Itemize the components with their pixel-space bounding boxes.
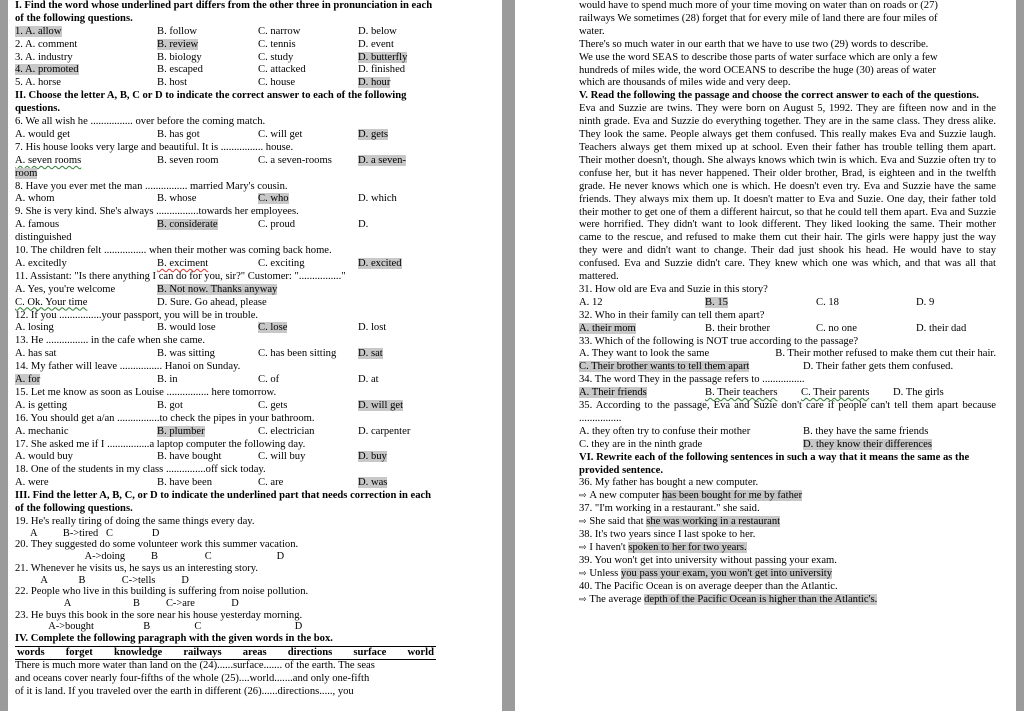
q35-stem: 35. According to the passage, Eva and Suzie don't care if people can't tell them apart because ................ <box>579 400 996 424</box>
q2-option-c: C. tennis <box>258 38 296 50</box>
q12-options: A. losing B. would lose C. lose D. lost <box>15 322 387 334</box>
q14-stem: 14. My father will leave ................ Hanoi on Sunday. <box>15 361 241 373</box>
q2-option-d: D. event <box>358 38 394 50</box>
q8-stem: 8. Have you ever met the man ................ married Mary's cousin. <box>15 180 288 192</box>
q1-option-c: C. narrow <box>258 25 301 37</box>
section-5-title: V. Read the following the passage and choose the correct answer to each of the questions. <box>579 90 979 102</box>
q4-option-c: C. attacked <box>258 64 306 76</box>
q23-stem: 23. He buys this book in the sore near his house yesterday morning. <box>15 609 303 621</box>
paragraph-line-10: which are thousands of miles wide and very deep. <box>579 77 791 89</box>
q22-labels: A B C->are D <box>15 598 239 610</box>
q10-stem: 10. The children felt ................ when their mother was coming back home. <box>15 245 332 257</box>
q32-options: A. their mom B. their brother C. no one D. their dad <box>579 322 967 334</box>
q2-option-a: 2. A. comment <box>15 38 78 50</box>
paragraph-line-5: railways We sometimes (28) forget that for every mile of land there are four miles of <box>579 12 938 24</box>
q3-option-a: 3. A. industry <box>15 51 73 63</box>
q12-stem: 12. If you ................your passport, you will be in trouble. <box>15 309 259 321</box>
q9-option-d-wrap: distinguished <box>15 232 72 244</box>
q23-labels: A->bought B C D <box>15 621 303 633</box>
q11-options-cd: C. Ok. Your time D. Sure. Go ahead, please <box>15 296 267 308</box>
section-3-title: III. Find the letter A, B, C, or D to indicate the underlined part that needs correction in each of the following questions. <box>15 490 432 515</box>
q2-option-b: B. review <box>157 38 199 50</box>
q5-option-a: 5. A. horse <box>15 77 61 89</box>
q19-stem: 19. He's really tiring of doing the same things every day. <box>15 515 255 527</box>
q17-options: A. would buy B. have bought C. will buy D. buy <box>15 451 387 463</box>
q37-answer: ⇨ She said that she was working in a restaurant <box>579 516 781 528</box>
q5-option-c: C. house <box>258 77 296 89</box>
q7-option-d-wrap: room <box>15 167 38 179</box>
q14-options: A. for B. in C. of D. at <box>15 374 379 386</box>
q6-options: A. would get B. has got C. will get D. gets <box>15 128 389 140</box>
q8-options: A. whom B. whose C. who D. which <box>15 193 397 205</box>
q11-options-ab: A. Yes, you're welcome B. Not now. Thanks anyway <box>15 283 278 295</box>
q5-option-b: B. host <box>157 77 188 89</box>
q9-options: A. famous B. considerate C. proud D. <box>15 219 369 231</box>
q18-stem: 18. One of the students in my class ...............off sick today. <box>15 464 266 476</box>
q38-answer: ⇨ I haven't spoken to her for two years. <box>579 541 747 553</box>
paragraph-line-3: of it is land. If you traveled over the earth in different (26)......directions....., you <box>15 685 354 697</box>
section-1-title: I. Find the word whose underlined part differs from the other three in pronunciation in each of the following questions. <box>15 0 433 24</box>
q31-stem: 31. How old are Eva and Suzie in this story? <box>579 283 768 295</box>
q5-option-d: D. hour <box>358 77 391 89</box>
paragraph-line-9: hundreds of miles wide, the word OCEANS to describe the huge (30) areas of water <box>579 64 936 76</box>
word-box: words forget knowledge railways areas directions surface world <box>15 646 436 660</box>
q4-option-b: B. escaped <box>157 64 203 76</box>
q10-options: A. excitedly B. exciment C. exciting D. excited <box>15 257 402 269</box>
q7-stem: 7. His house looks very large and beautiful. It is ................ house. <box>15 141 294 153</box>
question-2 <box>15 39 436 52</box>
q22-stem: 22. People who live in this building is suffering from noise pollution. <box>15 586 309 598</box>
q1-option-d: D. below <box>358 25 397 37</box>
q36-answer: ⇨ A new computer has been bought for me by father <box>579 490 803 502</box>
q1-option-b: B. follow <box>157 25 198 37</box>
q21-labels: A B C->tells D <box>15 574 189 586</box>
q13-options: A. has sat B. was sitting C. has been sitting D. sat <box>15 348 383 360</box>
arrow-icon: ⇨ <box>579 542 590 553</box>
q17-stem: 17. She asked me if I ................a laptop computer the following day. <box>15 438 306 450</box>
q35-options-cd: C. they are in the ninth grade D. they know their differences <box>579 438 932 450</box>
q6-stem: 6. We all wish he ................ over before the coming match. <box>15 116 266 128</box>
q34-stem: 34. The word They in the passage refers to ................ <box>579 374 805 386</box>
q1-option-a: 1. A. allow <box>15 25 62 37</box>
paragraph-line-4: would have to spend much more of your time moving on water than on roads or (27) <box>579 0 938 11</box>
paragraph-line-1: There is much more water than land on the (24)......surface....... of the earth. The seas <box>15 659 375 671</box>
section-2-title: II. Choose the letter A, B, C or D to indicate the correct answer to each of the following questions. <box>15 90 407 115</box>
q3-option-c: C. study <box>258 51 294 63</box>
q31-options: A. 12 B. 15 C. 18 D. 9 <box>579 296 935 308</box>
question-3 <box>15 52 436 65</box>
q13-stem: 13. He ................ in the cafe when she came. <box>15 335 206 347</box>
q39-answer: ⇨ Unless you pass your exam, you won't get into university <box>579 567 833 579</box>
q9-stem: 9. She is very kind. She's always ................towards her employees. <box>15 206 299 218</box>
q3-option-b: B. biology <box>157 51 202 63</box>
paragraph-line-2: and oceans cover nearly four-fifths of the whole (25)....world.......and only one-fifth <box>15 672 370 684</box>
question-5 <box>15 77 436 90</box>
arrow-icon: ⇨ <box>579 568 590 579</box>
q11-stem: 11. Assistant: "Is there anything I can do for you, sir?" Customer: "................" <box>15 270 346 282</box>
arrow-icon: ⇨ <box>579 594 590 605</box>
q32-stem: 32. Who in their family can tell them apart? <box>579 309 765 321</box>
left-page <box>8 0 502 711</box>
q33-options-ab: A. They want to look the same B. Their mother refused to make them cut their hair. <box>579 348 996 360</box>
q39-stem: 39. You won't get into university without passing your exam. <box>579 554 837 566</box>
q15-stem: 15. Let me know as soon as Louise ................ here tomorrow. <box>15 386 277 398</box>
q3-option-d: D. butterfly <box>358 51 408 63</box>
section-4-title: IV. Complete the following paragraph with the given words in the box. <box>15 632 333 644</box>
paragraph-line-7: There's so much water in our earth that we have to use two (29) words to describe. <box>579 38 929 50</box>
q16-options: A. mechanic B. plumber C. electrician D. carpenter <box>15 425 411 437</box>
q36-stem: 36. My father has bought a new computer. <box>579 477 759 489</box>
q7-options: A. seven rooms B. seven room C. a seven-rooms D. a seven- <box>15 154 406 166</box>
q40-answer: ⇨ The average depth of the Pacific Ocean is higher than the Atlantic's. <box>579 593 878 605</box>
q21-stem: 21. Whenever he visits us, he says us an interesting story. <box>15 562 259 574</box>
section-6-title: VI. Rewrite each of the following sentences in such a way that it means the same as the provided sentence. <box>579 451 970 476</box>
q33-options-cd: C. Their brother wants to tell them apart D. Their father gets them confused. <box>579 361 954 373</box>
q38-stem: 38. It's two years since I last spoke to her. <box>579 529 756 541</box>
question-4 <box>15 64 436 77</box>
paragraph-line-8: We use the word SEAS to describe those parts of water surface which are only a few <box>579 51 938 63</box>
q19-labels: A B->tired C D <box>15 527 160 539</box>
q33-stem: 33. Which of the following is NOT true according to the passage? <box>579 335 859 347</box>
question-1 <box>15 26 436 39</box>
arrow-icon: ⇨ <box>579 517 590 528</box>
reading-passage: Eva and Suzzie are twins. They were born on August 5, 1992. They are fifteen now and in the ninth grade. Eva and Suzzie do everything together. They are in the same class. They dress alike. They look the same. People always get them confused. This really makes Eva and Suzzie laugh. Teachers always get them mixed up at school. Even their father has trouble telling them apart. Their mother doesn't, though. She always knows which twin is which. Eva and Suzzie often try to confuse her, but it has never happened. Their older brother, Brad, is eighteen and in the twelfth grade. He never knows which one is which. He doesn't even try. Eva and Suzzie have the same friends. They always mix them up. It doesn't matter to Eva and Suzie. One day, their father told their mother to get one of them a different haircut, so that he could tell them apart. Eva and Suzzie were horrified. They didn't want to look different. They liked looking the same. Their mother came to the rescue, and refused to make them cut their hair. The girls were happy just the way they were and didn't want to change. Their dad just shook his head. He would have to stay confused. Eva and Suzzie didn't care. They knew which one was which, and that was all that mattered. <box>579 103 996 283</box>
right-page <box>515 0 1016 711</box>
q16-stem: 16. You should get a/an ................to check the pipes in your bathroom. <box>15 412 315 424</box>
q4-option-a: 4. A. promoted <box>15 64 79 76</box>
q35-options-ab: A. they often try to confuse their mother B. they have the same friends <box>579 425 929 437</box>
q40-stem: 40. The Pacific Ocean is on average deeper than the Atlantic. <box>579 580 838 592</box>
arrow-icon: ⇨ <box>579 491 590 502</box>
paragraph-line-6: water. <box>579 25 605 37</box>
q37-stem: 37. "I'm working in a restaurant." she said. <box>579 503 760 515</box>
q15-options: A. is getting B. got C. gets D. will get <box>15 399 404 411</box>
q20-labels: A->doing B C D <box>15 551 285 563</box>
q18-options: A. were B. have been C. are D. was <box>15 477 388 489</box>
q34-options: A. Their friends B. Their teachers C. Their parents D. The girls <box>579 387 944 399</box>
q20-stem: 20. They suggested do some volunteer work this summer vacation. <box>15 539 299 551</box>
q4-option-d: D. finished <box>358 64 406 76</box>
